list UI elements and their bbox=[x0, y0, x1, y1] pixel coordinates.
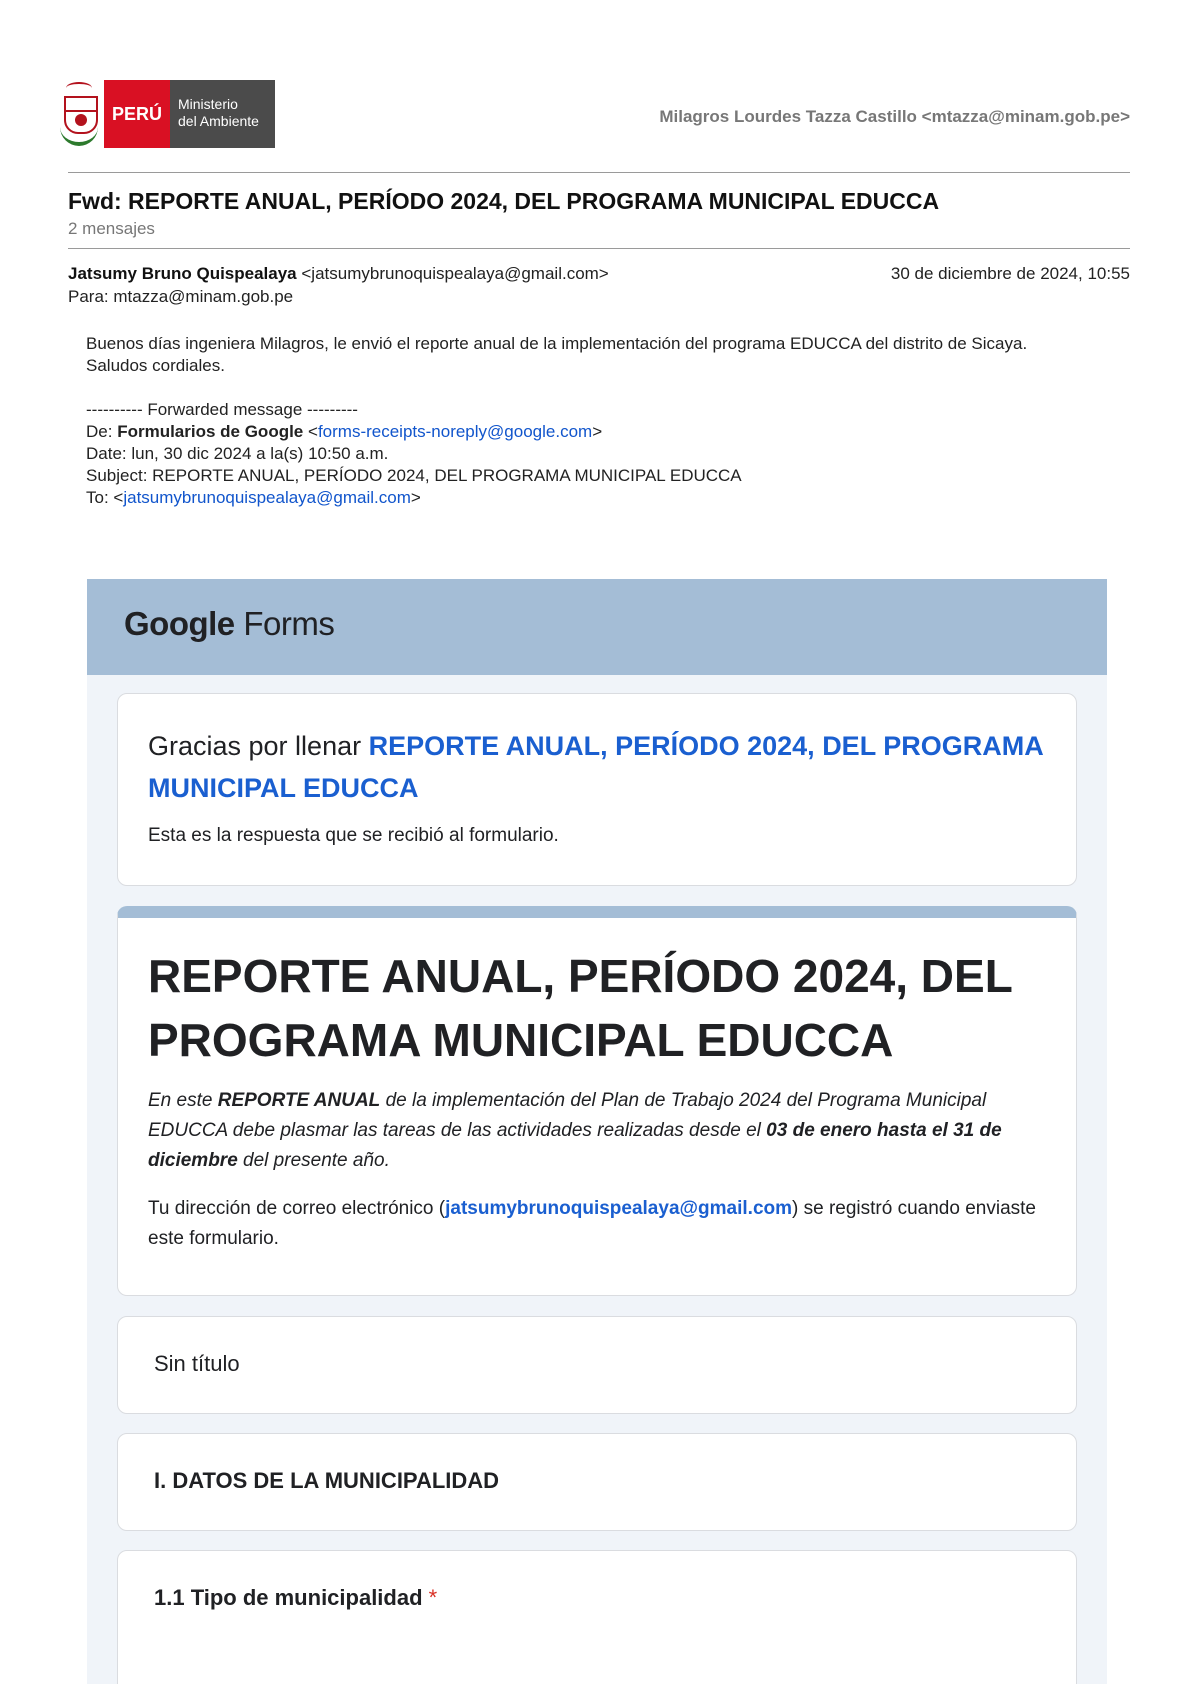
thread-subject: Fwd: REPORTE ANUAL, PERÍODO 2024, DEL PROGRAMA MUNICIPAL EDUCCA bbox=[68, 188, 940, 214]
form-description: En este REPORTE ANUAL de la implementación del Plan de Trabajo 2024 del Programa Municipal EDUCCA debe plasmar las tareas de las actividades realizadas desde el 03 de enero hasta el 31 de diciembre del presente año. bbox=[148, 1090, 1002, 1171]
sender-email: <jatsumybrunoquispealaya@gmail.com> bbox=[301, 264, 609, 283]
fwd-date: Date: lun, 30 dic 2024 a la(s) 10:50 a.m. bbox=[86, 444, 389, 463]
google-forms-logo: Google Forms bbox=[124, 605, 335, 642]
minam-logo bbox=[58, 80, 275, 148]
form-title: REPORTE ANUAL, PERÍODO 2024, DEL PROGRAMA MUNICIPAL EDUCCA bbox=[148, 950, 1012, 1066]
logo-ministry: Ministerio del Ambiente bbox=[170, 80, 275, 148]
divider bbox=[68, 172, 1130, 173]
logo-country: PERÚ bbox=[104, 80, 170, 148]
closing: Saludos cordiales. bbox=[86, 356, 225, 375]
greeting: Buenos días ingeniera Milagros, le envió el reporte anual de la implementación del programa EDUCCA del distrito de Sicaya. bbox=[86, 334, 1028, 353]
thanks-card bbox=[117, 693, 1077, 886]
section-municipal-data: I. DATOS DE LA MUNICIPALIDAD bbox=[117, 1433, 1077, 1531]
fwd-subject: Subject: REPORTE ANUAL, PERÍODO 2024, DEL PROGRAMA MUNICIPAL EDUCCA bbox=[86, 466, 742, 485]
message-count: 2 mensajes bbox=[68, 219, 155, 238]
email-recorded-note: Tu dirección de correo electrónico (jatsumybrunoquispealaya@gmail.com) se registró cuando enviaste este formulario. bbox=[148, 1198, 1036, 1249]
fwd-from: De: Formularios de Google <forms-receipts-noreply@google.com> bbox=[86, 422, 603, 441]
form-title-card bbox=[117, 906, 1077, 1296]
message-recipient: Para: mtazza@minam.gob.pe bbox=[68, 287, 294, 306]
respondent-email: jatsumybrunoquispealaya@gmail.com bbox=[445, 1198, 793, 1219]
message-body bbox=[86, 333, 1126, 509]
thanks-heading: Gracias por llenar REPORTE ANUAL, PERÍODO 2024, DEL PROGRAMA MUNICIPAL EDUCCA bbox=[148, 731, 1043, 803]
sender-name: Jatsumy Bruno Quispealaya bbox=[68, 264, 297, 283]
forwarded-divider: ---------- Forwarded message --------- bbox=[86, 400, 358, 419]
fwd-from-email-link[interactable]: forms-receipts-noreply@google.com bbox=[317, 422, 593, 441]
form-title-link[interactable]: REPORTE ANUAL, PERÍODO 2024, DEL PROGRAMA MUNICIPAL EDUCCA bbox=[148, 731, 1043, 803]
question-municipality-type bbox=[117, 1550, 1077, 1684]
divider bbox=[68, 248, 1130, 249]
google-forms-receipt bbox=[87, 579, 1107, 1684]
question-label: 1.1 Tipo de municipalidad bbox=[154, 1585, 423, 1610]
thanks-subtext: Esta es la respuesta que se recibió al formulario. bbox=[148, 825, 559, 846]
account-header: Milagros Lourdes Tazza Castillo <mtazza@minam.gob.pe> bbox=[659, 107, 1130, 126]
fwd-to: To: <jatsumybrunoquispealaya@gmail.com> bbox=[86, 488, 421, 507]
peru-coat-of-arms-icon bbox=[58, 80, 100, 148]
fwd-to-email-link[interactable]: jatsumybrunoquispealaya@gmail.com bbox=[123, 488, 411, 507]
section-untitled: Sin título bbox=[117, 1316, 1077, 1414]
required-asterisk: * bbox=[422, 1585, 438, 1610]
message-date: 30 de diciembre de 2024, 10:55 bbox=[890, 264, 1130, 283]
message-sender bbox=[68, 264, 609, 284]
google-forms-header bbox=[87, 579, 1107, 675]
